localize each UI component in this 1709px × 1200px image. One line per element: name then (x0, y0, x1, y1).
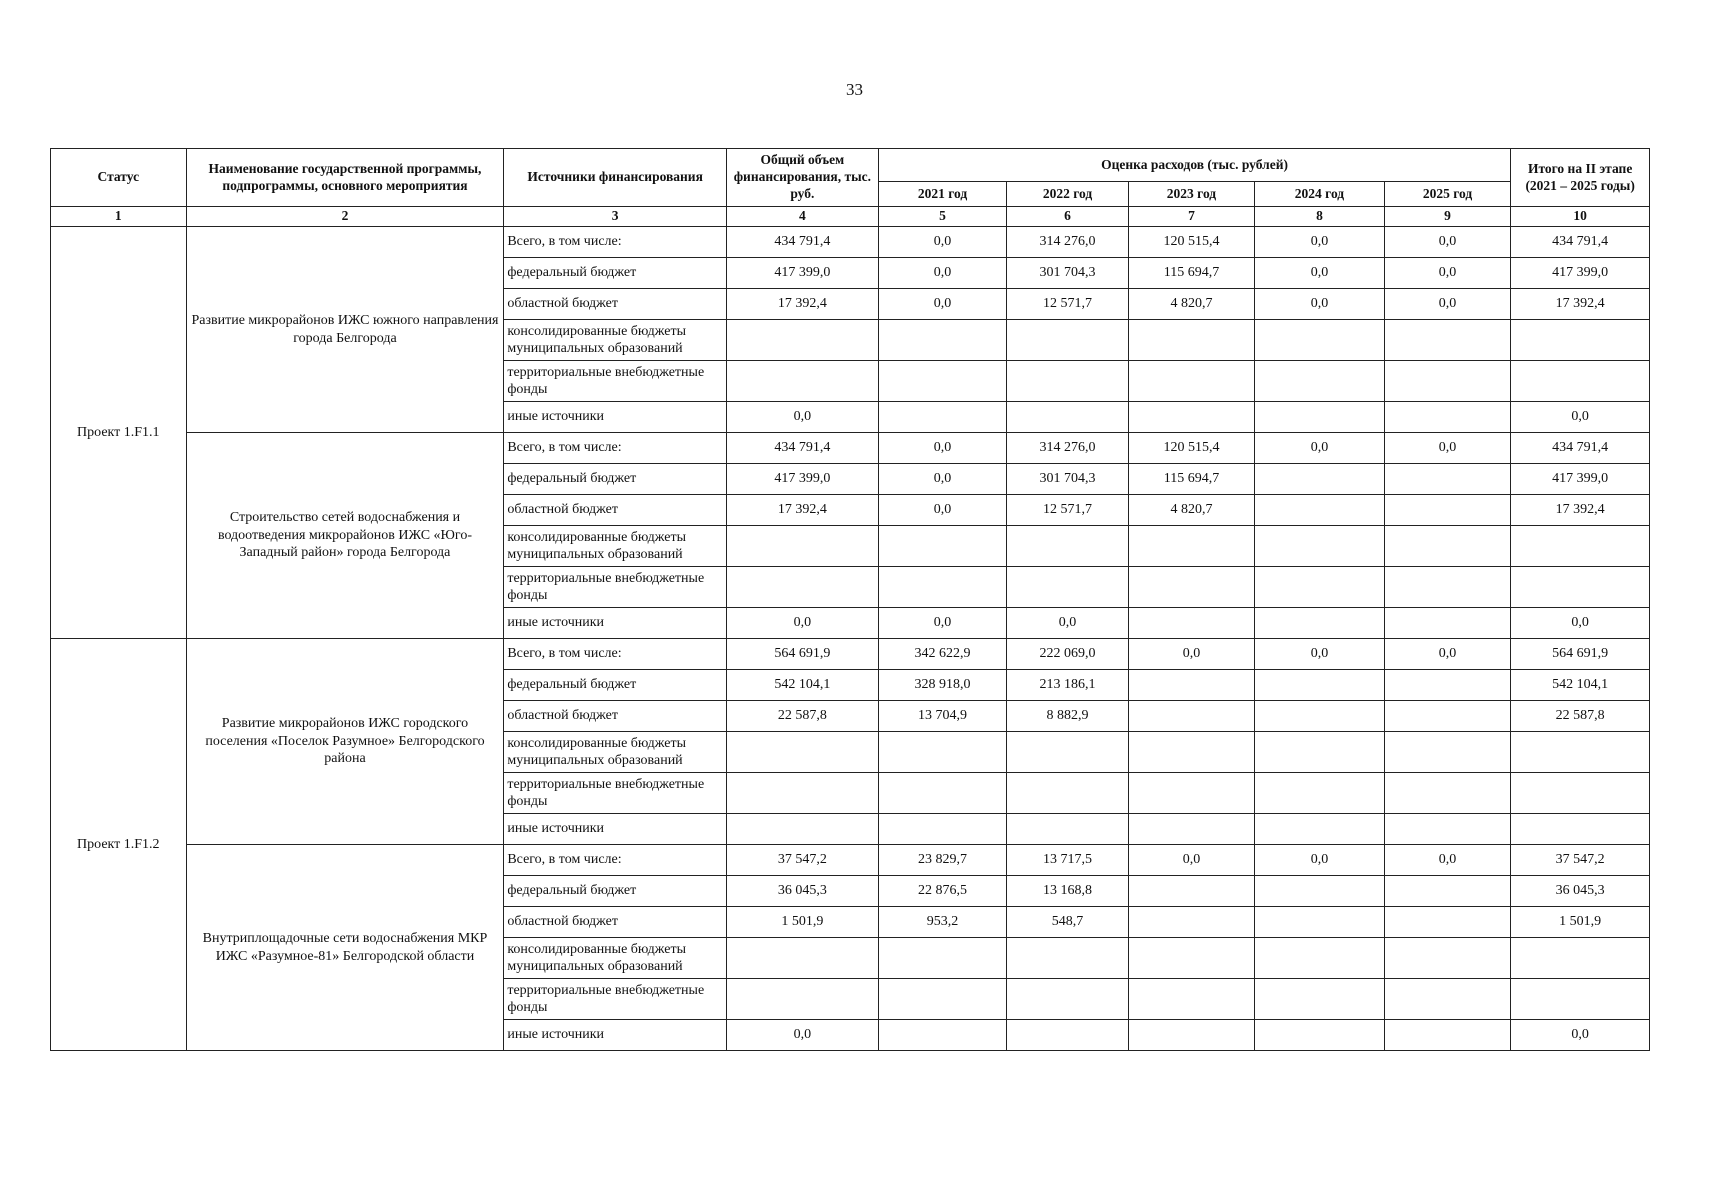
year-value-cell (1384, 876, 1511, 907)
year-value-cell: 0,0 (878, 464, 1007, 495)
year-value-cell (1007, 814, 1128, 845)
year-value-cell: 0,0 (1128, 639, 1254, 670)
year-value-cell: 13 704,9 (878, 701, 1007, 732)
year-value-cell (1255, 773, 1385, 814)
funding-source-cell: территориальные внебюджетные фонды (504, 979, 727, 1020)
total-volume-cell: 17 392,4 (726, 495, 878, 526)
year-value-cell: 0,0 (878, 495, 1007, 526)
year-value-cell: 8 882,9 (1007, 701, 1128, 732)
year-value-cell: 0,0 (1128, 845, 1254, 876)
column-number: 9 (1384, 207, 1511, 227)
funding-source-cell: иные источники (504, 1020, 727, 1051)
year-value-cell (878, 1020, 1007, 1051)
total-volume-cell: 417 399,0 (726, 258, 878, 289)
header-year: 2025 год (1384, 182, 1511, 207)
year-value-cell (1255, 567, 1385, 608)
table-row (51, 845, 1650, 876)
program-name-cell: Строительство сетей водоснабжения и водоотведения микрорайонов ИЖС «Юго-Западный район» города Белгорода (186, 433, 504, 639)
funding-source-cell: областной бюджет (504, 289, 727, 320)
total-volume-cell: 0,0 (726, 608, 878, 639)
stage-total-cell: 37 547,2 (1511, 845, 1650, 876)
year-value-cell (1128, 938, 1254, 979)
column-number: 7 (1128, 207, 1254, 227)
year-value-cell: 222 069,0 (1007, 639, 1128, 670)
total-volume-cell: 37 547,2 (726, 845, 878, 876)
year-value-cell: 120 515,4 (1128, 227, 1254, 258)
year-value-cell: 301 704,3 (1007, 258, 1128, 289)
year-value-cell: 0,0 (1255, 639, 1385, 670)
year-value-cell (878, 732, 1007, 773)
year-value-cell: 0,0 (1384, 639, 1511, 670)
year-value-cell (1384, 1020, 1511, 1051)
total-volume-cell: 0,0 (726, 402, 878, 433)
year-value-cell (1384, 670, 1511, 701)
funding-source-cell: Всего, в том числе: (504, 227, 727, 258)
year-value-cell (1255, 320, 1385, 361)
header-stage-total: Итого на II этапе (2021 – 2025 годы) (1511, 149, 1650, 207)
total-volume-cell: 434 791,4 (726, 433, 878, 464)
status-cell: Проект 1.F1.2 (51, 639, 187, 1051)
year-value-cell (878, 938, 1007, 979)
year-value-cell: 953,2 (878, 907, 1007, 938)
funding-source-cell: иные источники (504, 608, 727, 639)
year-value-cell (1255, 670, 1385, 701)
year-value-cell (1255, 495, 1385, 526)
year-value-cell: 0,0 (1255, 433, 1385, 464)
year-value-cell: 0,0 (1384, 258, 1511, 289)
year-value-cell: 0,0 (1384, 433, 1511, 464)
program-name-cell: Внутриплощадочные сети водоснабжения МКР ИЖС «Разумное-81» Белгородской области (186, 845, 504, 1051)
program-name-cell: Развитие микрорайонов ИЖС городского поселения «Поселок Разумное» Белгородского района (186, 639, 504, 845)
year-value-cell (1128, 670, 1254, 701)
header-total-volume: Общий объем финансирования, тыс. руб. (726, 149, 878, 207)
year-value-cell: 0,0 (1384, 227, 1511, 258)
stage-total-cell: 417 399,0 (1511, 258, 1650, 289)
year-value-cell (1384, 464, 1511, 495)
year-value-cell: 0,0 (878, 258, 1007, 289)
column-number: 4 (726, 207, 878, 227)
stage-total-cell: 564 691,9 (1511, 639, 1650, 670)
stage-total-cell (1511, 320, 1650, 361)
total-volume-cell: 542 104,1 (726, 670, 878, 701)
year-value-cell (1255, 814, 1385, 845)
column-number: 10 (1511, 207, 1650, 227)
year-value-cell: 314 276,0 (1007, 433, 1128, 464)
year-value-cell (1255, 701, 1385, 732)
column-number-row (51, 207, 1650, 227)
stage-total-cell (1511, 773, 1650, 814)
year-value-cell (1384, 773, 1511, 814)
year-value-cell (1007, 402, 1128, 433)
year-value-cell: 0,0 (1255, 258, 1385, 289)
year-value-cell (1384, 938, 1511, 979)
year-value-cell: 22 876,5 (878, 876, 1007, 907)
year-value-cell: 12 571,7 (1007, 289, 1128, 320)
funding-source-cell: консолидированные бюджеты муниципальных образований (504, 526, 727, 567)
year-value-cell: 0,0 (1384, 845, 1511, 876)
year-value-cell (1384, 526, 1511, 567)
column-number: 3 (504, 207, 727, 227)
year-value-cell: 0,0 (1384, 289, 1511, 320)
header-year: 2024 год (1255, 182, 1385, 207)
stage-total-cell (1511, 938, 1650, 979)
stage-total-cell (1511, 732, 1650, 773)
year-value-cell: 0,0 (1255, 227, 1385, 258)
total-volume-cell (726, 732, 878, 773)
year-value-cell: 314 276,0 (1007, 227, 1128, 258)
funding-source-cell: федеральный бюджет (504, 258, 727, 289)
stage-total-cell: 22 587,8 (1511, 701, 1650, 732)
total-volume-cell: 36 045,3 (726, 876, 878, 907)
stage-total-cell (1511, 567, 1650, 608)
stage-total-cell (1511, 361, 1650, 402)
year-value-cell: 342 622,9 (878, 639, 1007, 670)
stage-total-cell: 0,0 (1511, 402, 1650, 433)
total-volume-cell (726, 979, 878, 1020)
year-value-cell (1128, 814, 1254, 845)
year-value-cell (1255, 608, 1385, 639)
total-volume-cell (726, 361, 878, 402)
total-volume-cell (726, 567, 878, 608)
year-value-cell (1384, 495, 1511, 526)
total-volume-cell: 1 501,9 (726, 907, 878, 938)
year-value-cell (878, 773, 1007, 814)
year-value-cell: 0,0 (878, 227, 1007, 258)
column-number: 5 (878, 207, 1007, 227)
funding-source-cell: Всего, в том числе: (504, 433, 727, 464)
year-value-cell (1007, 320, 1128, 361)
year-value-cell: 0,0 (1255, 845, 1385, 876)
year-value-cell: 12 571,7 (1007, 495, 1128, 526)
year-value-cell (1384, 979, 1511, 1020)
year-value-cell (1128, 402, 1254, 433)
table-row (51, 227, 1650, 258)
year-value-cell (1384, 320, 1511, 361)
year-value-cell: 115 694,7 (1128, 258, 1254, 289)
year-value-cell (1128, 979, 1254, 1020)
year-value-cell (1384, 907, 1511, 938)
header-expenses-group: Оценка расходов (тыс. рублей) (878, 149, 1511, 182)
funding-source-cell: иные источники (504, 814, 727, 845)
year-value-cell (1128, 361, 1254, 402)
stage-total-cell: 1 501,9 (1511, 907, 1650, 938)
total-volume-cell (726, 773, 878, 814)
year-value-cell (878, 361, 1007, 402)
column-number: 6 (1007, 207, 1128, 227)
header-year: 2021 год (878, 182, 1007, 207)
total-volume-cell: 22 587,8 (726, 701, 878, 732)
total-volume-cell (726, 320, 878, 361)
program-name-cell: Развитие микрорайонов ИЖС южного направления города Белгорода (186, 227, 504, 433)
funding-source-cell: областной бюджет (504, 701, 727, 732)
year-value-cell (1128, 701, 1254, 732)
year-value-cell (1255, 876, 1385, 907)
total-volume-cell: 564 691,9 (726, 639, 878, 670)
column-number: 8 (1255, 207, 1385, 227)
year-value-cell: 0,0 (1007, 608, 1128, 639)
stage-total-cell: 434 791,4 (1511, 227, 1650, 258)
funding-source-cell: Всего, в том числе: (504, 845, 727, 876)
header-status: Статус (51, 149, 187, 207)
total-volume-cell (726, 526, 878, 567)
year-value-cell (878, 814, 1007, 845)
year-value-cell (1007, 526, 1128, 567)
stage-total-cell: 36 045,3 (1511, 876, 1650, 907)
year-value-cell (1128, 773, 1254, 814)
stage-total-cell: 17 392,4 (1511, 495, 1650, 526)
stage-total-cell: 0,0 (1511, 608, 1650, 639)
year-value-cell (1007, 1020, 1128, 1051)
year-value-cell (1128, 1020, 1254, 1051)
funding-source-cell: консолидированные бюджеты муниципальных образований (504, 938, 727, 979)
year-value-cell (1255, 361, 1385, 402)
year-value-cell (1384, 361, 1511, 402)
header-year: 2022 год (1007, 182, 1128, 207)
year-value-cell (878, 979, 1007, 1020)
year-value-cell (1255, 938, 1385, 979)
year-value-cell (1384, 608, 1511, 639)
year-value-cell: 4 820,7 (1128, 289, 1254, 320)
year-value-cell (1128, 526, 1254, 567)
funding-source-cell: консолидированные бюджеты муниципальных образований (504, 320, 727, 361)
year-value-cell (1007, 979, 1128, 1020)
year-value-cell: 0,0 (1255, 289, 1385, 320)
stage-total-cell: 434 791,4 (1511, 433, 1650, 464)
year-value-cell: 120 515,4 (1128, 433, 1254, 464)
header-row (51, 149, 1650, 182)
year-value-cell (1255, 402, 1385, 433)
funding-source-cell: территориальные внебюджетные фонды (504, 361, 727, 402)
year-value-cell (1255, 907, 1385, 938)
year-value-cell (878, 526, 1007, 567)
funding-source-cell: территориальные внебюджетные фонды (504, 567, 727, 608)
total-volume-cell: 434 791,4 (726, 227, 878, 258)
year-value-cell: 13 168,8 (1007, 876, 1128, 907)
column-number: 2 (186, 207, 504, 227)
year-value-cell: 213 186,1 (1007, 670, 1128, 701)
year-value-cell (878, 567, 1007, 608)
year-value-cell (1128, 608, 1254, 639)
year-value-cell (1007, 773, 1128, 814)
budget-table (50, 148, 1650, 1051)
table-row (51, 639, 1650, 670)
year-value-cell (1384, 567, 1511, 608)
year-value-cell (1007, 938, 1128, 979)
year-value-cell (1128, 907, 1254, 938)
year-value-cell: 115 694,7 (1128, 464, 1254, 495)
year-value-cell (1255, 464, 1385, 495)
year-value-cell (1007, 361, 1128, 402)
funding-source-cell: Всего, в том числе: (504, 639, 727, 670)
year-value-cell (1384, 701, 1511, 732)
year-value-cell (1128, 732, 1254, 773)
total-volume-cell (726, 938, 878, 979)
stage-total-cell: 417 399,0 (1511, 464, 1650, 495)
stage-total-cell (1511, 526, 1650, 567)
year-value-cell: 23 829,7 (878, 845, 1007, 876)
year-value-cell (1384, 814, 1511, 845)
total-volume-cell (726, 814, 878, 845)
stage-total-cell: 542 104,1 (1511, 670, 1650, 701)
year-value-cell (1255, 732, 1385, 773)
stage-total-cell: 17 392,4 (1511, 289, 1650, 320)
year-value-cell (1128, 876, 1254, 907)
year-value-cell (1128, 320, 1254, 361)
year-value-cell: 0,0 (878, 289, 1007, 320)
year-value-cell (878, 320, 1007, 361)
stage-total-cell (1511, 979, 1650, 1020)
year-value-cell (1255, 979, 1385, 1020)
year-value-cell: 0,0 (878, 608, 1007, 639)
year-value-cell (1007, 732, 1128, 773)
page-number: 33 (846, 80, 863, 99)
funding-source-cell: областной бюджет (504, 495, 727, 526)
year-value-cell: 13 717,5 (1007, 845, 1128, 876)
column-number: 1 (51, 207, 187, 227)
year-value-cell (1384, 732, 1511, 773)
year-value-cell: 0,0 (878, 433, 1007, 464)
header-sources: Источники финансирования (504, 149, 727, 207)
funding-source-cell: иные источники (504, 402, 727, 433)
year-value-cell: 328 918,0 (878, 670, 1007, 701)
total-volume-cell: 17 392,4 (726, 289, 878, 320)
header-year: 2023 год (1128, 182, 1254, 207)
stage-total-cell: 0,0 (1511, 1020, 1650, 1051)
total-volume-cell: 417 399,0 (726, 464, 878, 495)
funding-source-cell: федеральный бюджет (504, 876, 727, 907)
year-value-cell (1384, 402, 1511, 433)
year-value-cell (878, 402, 1007, 433)
funding-source-cell: федеральный бюджет (504, 464, 727, 495)
total-volume-cell: 0,0 (726, 1020, 878, 1051)
table-row (51, 433, 1650, 464)
year-value-cell (1007, 567, 1128, 608)
year-value-cell: 4 820,7 (1128, 495, 1254, 526)
year-value-cell (1255, 526, 1385, 567)
table-body (51, 207, 1650, 1051)
funding-source-cell: областной бюджет (504, 907, 727, 938)
year-value-cell: 301 704,3 (1007, 464, 1128, 495)
year-value-cell (1128, 567, 1254, 608)
stage-total-cell (1511, 814, 1650, 845)
year-value-cell: 548,7 (1007, 907, 1128, 938)
funding-source-cell: консолидированные бюджеты муниципальных образований (504, 732, 727, 773)
header-name: Наименование государственной программы, подпрограммы, основного мероприятия (186, 149, 504, 207)
status-cell: Проект 1.F1.1 (51, 227, 187, 639)
funding-source-cell: территориальные внебюджетные фонды (504, 773, 727, 814)
year-value-cell (1255, 1020, 1385, 1051)
funding-source-cell: федеральный бюджет (504, 670, 727, 701)
